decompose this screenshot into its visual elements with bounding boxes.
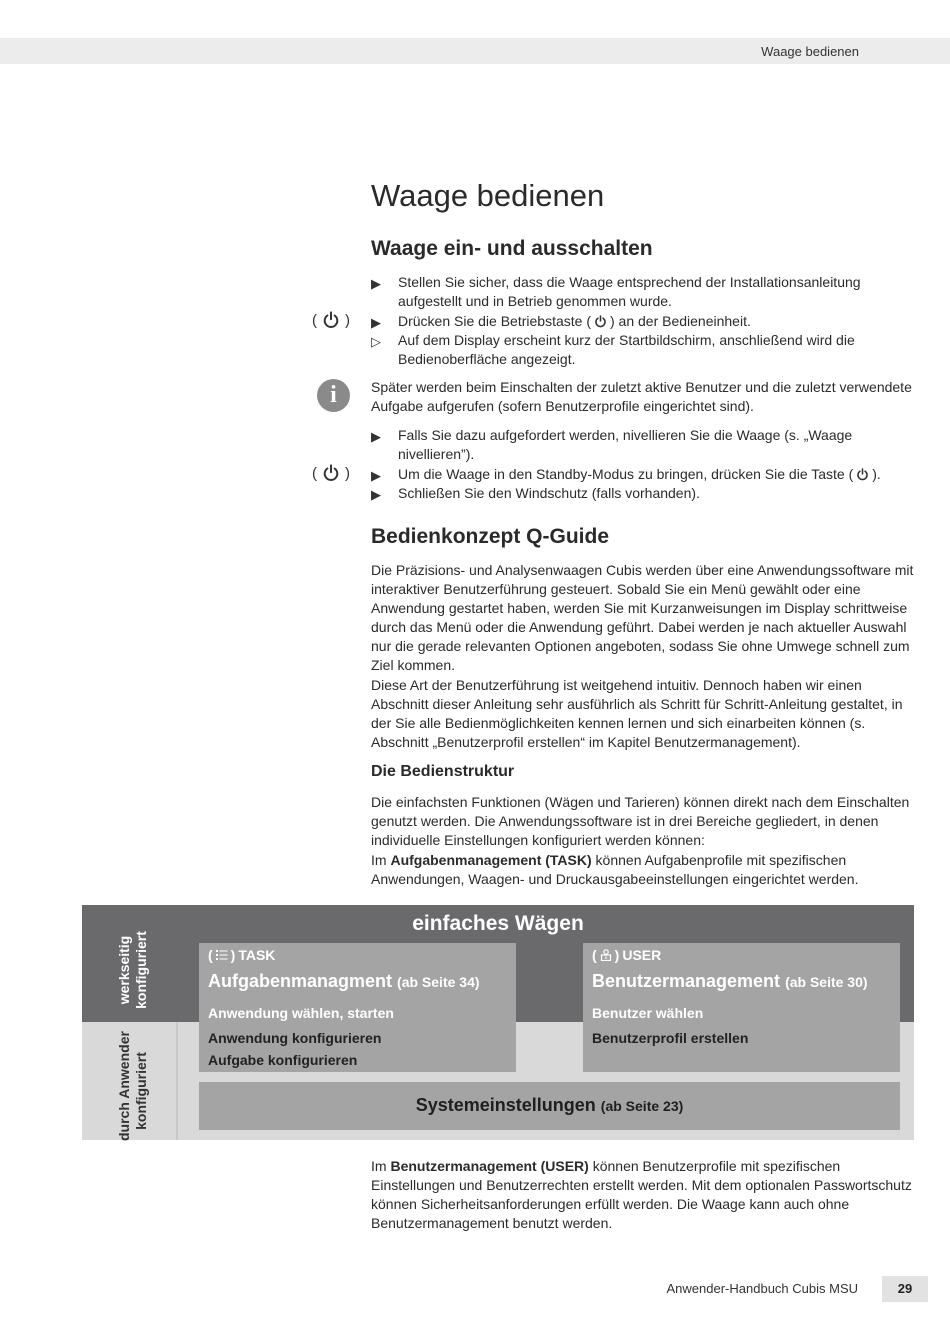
- section-heading-switch: Waage ein- und ausschalten: [371, 237, 653, 260]
- user-paragraph-suffix: können Benutzerprofile mit spezifischen Einstellungen und Benutzerrechten erstellt werden. Mit dem optionalen Passwortschutz können Sicherheitsanforderungen erfüllt werden. Die Waage kann auch ohne Benutzermanagement benutzt werden.: [371, 1158, 912, 1231]
- power-icon: [322, 311, 340, 329]
- step-arrow-icon: ▶: [371, 468, 381, 483]
- subheading-bedienstruktur: Die Bedienstruktur: [371, 763, 515, 780]
- info-icon: i: [317, 379, 350, 412]
- paren-open: (: [592, 947, 597, 963]
- user-paragraph: [371, 1157, 916, 1233]
- task-line-2: Anwendung konfigurieren: [208, 1030, 382, 1046]
- user-box: [583, 943, 900, 1072]
- task-line-1: Anwendung wählen, starten: [208, 1005, 394, 1021]
- paren-open: (: [312, 464, 317, 482]
- step-arrow-icon: ▶: [371, 429, 381, 444]
- user-line-2: Benutzerprofil erstellen: [592, 1030, 749, 1046]
- diagram-divider: [176, 1022, 178, 1140]
- qguide-paragraph-1: Die Präzisions- und Analysenwaagen Cubis werden über eine Anwendungssoftware mit interaktiver Benutzerführung gesteuert. Sobald Sie ein Menü gewählt oder eine Anwendung gestartet haben, werden Sie mit Kurzanweisungen im Display schrittweise durch das Menü oder die Anwendung geführt. Dabei werden je nach aktueller Auswahl nur die gerade relevanten Optionen angeboten, sodass Sie ohne Umwege schnell zum Ziel kommen.: [371, 562, 914, 673]
- step-1-text: Stellen Sie sicher, dass die Waage entsprechend der Installationsanleitung aufgestellt und in Betrieb genommen wurde.: [398, 274, 861, 309]
- step-arrow-icon: ▶: [371, 315, 381, 330]
- step-2: [371, 312, 916, 331]
- paren-close: ): [614, 947, 620, 963]
- paren-close: ): [345, 311, 350, 329]
- task-paragraph-suffix: können Aufgabenprofile mit spezifischen Anwendungen, Waagen- und Druckausgabeeinstellungen eingerichtet werden.: [371, 852, 859, 887]
- step-2-text: [398, 312, 916, 331]
- paren-close: ): [230, 947, 236, 963]
- task-title: [208, 971, 480, 992]
- side-power-key: [312, 464, 350, 482]
- power-icon: [322, 464, 340, 482]
- label-factory-line1: werkseitig: [116, 935, 132, 1005]
- user-line-1: Benutzer wählen: [592, 1005, 704, 1021]
- label-user-line1: durch Anwender: [116, 1031, 132, 1141]
- side-power-key: [312, 311, 350, 329]
- running-title: Waage bedienen: [761, 44, 859, 59]
- page-title: Waage bedienen: [371, 178, 605, 213]
- label-factory-line2: konfiguriert: [133, 931, 149, 1009]
- task-tag-label: TASK: [238, 947, 276, 963]
- step-2-after: ) an der Bedieneinheit.: [609, 313, 751, 329]
- user-title-text: Benutzermanagement: [592, 971, 781, 991]
- result-arrow-icon: ▷: [371, 334, 381, 349]
- label-factory-configured: [116, 925, 152, 1015]
- result-1: [371, 331, 916, 369]
- system-title-text: Systemeinstellungen: [415, 1095, 596, 1115]
- user-tag-label: USER: [622, 947, 662, 963]
- section-heading-qguide: Bedienkonzept Q-Guide: [371, 525, 610, 548]
- footer-manual-title: Anwender-Handbuch Cubis MSU: [666, 1281, 858, 1296]
- task-paragraph: [371, 851, 916, 889]
- task-paragraph-bold: Aufgabenmanagement (TASK): [390, 852, 592, 868]
- system-settings-box: [199, 1082, 900, 1130]
- structure-paragraph: Die einfachsten Funktionen (Wägen und Tarieren) können direkt nach dem Einschalten genutzt werden. Die Anwendungssoftware ist in drei Bereiche gegliedert, in denen individuelle Einstellungen konfiguriert werden können:: [371, 794, 910, 848]
- task-line-3: Aufgabe konfigurieren: [208, 1052, 358, 1068]
- paren-close: ): [345, 464, 350, 482]
- paren-open: (: [312, 311, 317, 329]
- user-paragraph-bold: Benutzermanagement (USER): [390, 1158, 589, 1174]
- task-tag: [208, 947, 275, 963]
- result-1-text: Auf dem Display erscheint kurz der Startbildschirm, anschließend wird die Bedienoberfläche angezeigt.: [398, 332, 855, 367]
- step-arrow-icon: ▶: [371, 487, 381, 502]
- power-icon: [594, 315, 607, 328]
- operating-structure-diagram: [82, 905, 914, 1140]
- task-page-ref: (ab Seite 34): [397, 974, 480, 990]
- step-5-text: Schließen Sie den Windschutz (falls vorhanden).: [398, 485, 700, 501]
- step-3: [371, 426, 916, 464]
- paren-open: (: [208, 947, 213, 963]
- power-icon: [856, 468, 869, 481]
- task-paragraph-prefix: Im: [371, 852, 391, 868]
- diagram-title: einfaches Wägen: [412, 912, 584, 935]
- label-user-line2: konfiguriert: [133, 1052, 149, 1130]
- list-icon: [216, 949, 228, 961]
- step-5: [371, 484, 916, 503]
- page-number: 29: [882, 1276, 928, 1302]
- user-page-ref: (ab Seite 30): [785, 974, 868, 990]
- info-note: Später werden beim Einschalten der zuletzt aktive Benutzer und die zuletzt verwendete Aufgabe aufgerufen (sofern Benutzerprofile eingerichtet sind).: [371, 379, 912, 414]
- user-title: [592, 971, 868, 992]
- user-paragraph-prefix: Im: [371, 1158, 391, 1174]
- label-user-configured: [116, 1031, 152, 1141]
- step-1: [371, 273, 916, 311]
- step-2-before: Drücken Sie die Betriebstaste (: [398, 313, 591, 329]
- step-4-after: ).: [872, 466, 881, 482]
- step-arrow-icon: ▶: [371, 276, 381, 291]
- step-4-before: Um die Waage in den Standby-Modus zu bringen, drücken Sie die Taste (: [398, 466, 854, 482]
- qguide-paragraph-2: Diese Art der Benutzerführung ist weitgehend intuitiv. Dennoch haben wir einen Abschnitt dieser Anleitung sehr ausführlich als Schritt für Schritt-Anleitung gestaltet, in der Sie alle Bedienmöglichkeiten kennen lernen und sich einarbeiten können (s. Abschnitt „Benutzerprofil erstellen“ im Kapitel Benutzermanagement).: [371, 677, 903, 750]
- step-4: [371, 465, 916, 484]
- user-lock-icon: [600, 949, 612, 961]
- task-title-text: Aufgabenmanagment: [208, 971, 393, 991]
- system-page-ref: (ab Seite 23): [600, 1098, 684, 1114]
- system-title: [199, 1095, 900, 1116]
- step-3-text: Falls Sie dazu aufgefordert werden, nivellieren Sie die Waage (s. „Waage nivellieren”).: [398, 427, 853, 462]
- step-4-text: [398, 465, 916, 484]
- task-box: [199, 943, 516, 1072]
- user-tag: [592, 947, 661, 963]
